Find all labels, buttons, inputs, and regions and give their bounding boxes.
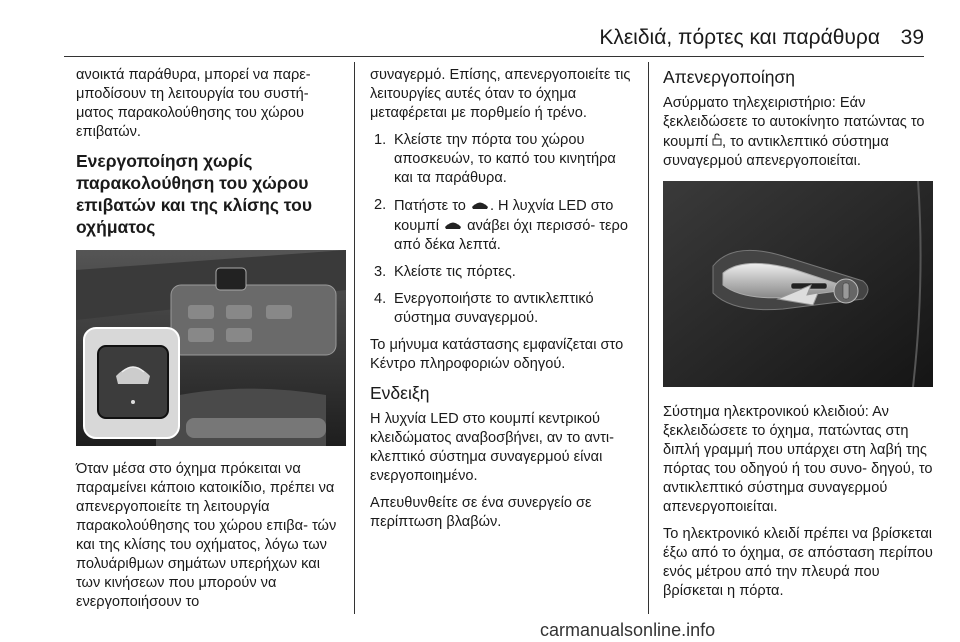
door-handle-illustration <box>663 181 933 387</box>
page-header <box>0 0 960 56</box>
car-with-waves-icon <box>470 196 490 215</box>
section-title: Κλειδιά, πόρτες και παράθυρα <box>599 26 880 49</box>
status-message-text: Το μήνυμα κατάστασης εμφανίζεται στο Κέντρο πληροφοριών οδηγού. <box>370 337 624 372</box>
car-with-waves-icon <box>443 216 463 235</box>
column-1 <box>76 66 346 620</box>
advice-text: Απευθυνθείτε σε ένα συνεργείο σε περίπτωση βλαβών. <box>370 495 592 530</box>
overhead-console-figure <box>76 250 346 446</box>
steps-list <box>370 131 638 328</box>
column-divider-1 <box>354 62 355 614</box>
column-2 <box>370 66 638 540</box>
col1-body: Όταν μέσα στο όχημα πρόκειται να παραμείνει κάποιο κατοικίδιο, πρέπει να απενεργοποιείτε τη λειτουργία παρακολούθησης του χώρου επιβα- τών και της κλίσης του οχήματος, λόγω των πολυάριθμων σημάτων υπερήχων και των κινήσεων που μπορούν να ενεργοποιήσουν το <box>76 461 337 610</box>
page-number: 39 <box>900 26 924 49</box>
padlock-open-icon <box>712 132 722 151</box>
door-handle-figure <box>663 181 933 387</box>
watermark: carmanualsonline.info <box>540 620 716 640</box>
step-1: 1. Κλείστε την πόρτα του χώρου αποσκευών, το καπό του κινητήρα και τα παράθυρα. <box>374 132 616 186</box>
deactivation-heading: Απενεργοποίηση <box>663 67 796 87</box>
keyless-text: Σύστημα ηλεκτρονικού κλειδιού: Αν ξεκλειδώσετε το όχημα, πατώντας στη διπλή γραμμή που υπάρχει στη λαβή της πόρτας του οδηγού ή του συνο- δηγού, το αντικλεπτικό σύστημα συναγερμού απενεργοποιείται. <box>663 404 933 515</box>
step-2: 2. Πατήστε το . Η λυχνία LED στο κουμπί ανάβει όχι περισσό- τερο από δέκα λεπτά. <box>374 197 628 253</box>
column-divider-2 <box>648 62 649 614</box>
col1-intro: ανοικτά παράθυρα, μπορεί να παρε- μποδίσουν τη λειτουργία του συστή- ματος παρακολούθησης του χώρου επιβατών. <box>76 67 311 140</box>
indication-heading: Ενδειξη <box>370 383 430 403</box>
overhead-console-illustration <box>76 250 346 446</box>
remote-text: Ασύρματο τηλεχειριστήριο: Εάν ξεκλειδώσετε το αυτοκίνητο πατώντας το κουμπί , το αντικλεπτικό σύστημα συναγερμού απενεργοποιείται. <box>663 95 925 169</box>
column-3 <box>663 66 933 609</box>
step-3: 3. Κλείστε τις πόρτες. <box>374 264 516 280</box>
col1-heading: Ενεργοποίηση χωρίς παρακολούθηση του χώρου επιβατών και της κλίσης του οχήματος <box>76 151 313 237</box>
col2-intro: συναγερμό. Επίσης, απενεργοποιείτε τις λειτουργίες αυτές όταν το όχημα μεταφέρεται με πορθμείο ή τρένο. <box>370 67 631 121</box>
indication-text: Η λυχνία LED στο κουμπί κεντρικού κλειδώματος αναβοσβήνει, αν το αντι- κλεπτικό σύστημα συναγερμού είναι ενεργοποιημένο. <box>370 411 614 484</box>
step-4: 4. Ενεργοποιήστε το αντικλεπτικό σύστημα συναγερμού. <box>374 291 594 326</box>
key-note-text: Το ηλεκτρονικό κλειδί πρέπει να βρίσκεται έξω από το όχημα, σε απόσταση περίπου ενός μέτρου από την πλευρά που βρίσκεται η πόρτα. <box>663 526 933 599</box>
header-divider <box>64 56 924 57</box>
